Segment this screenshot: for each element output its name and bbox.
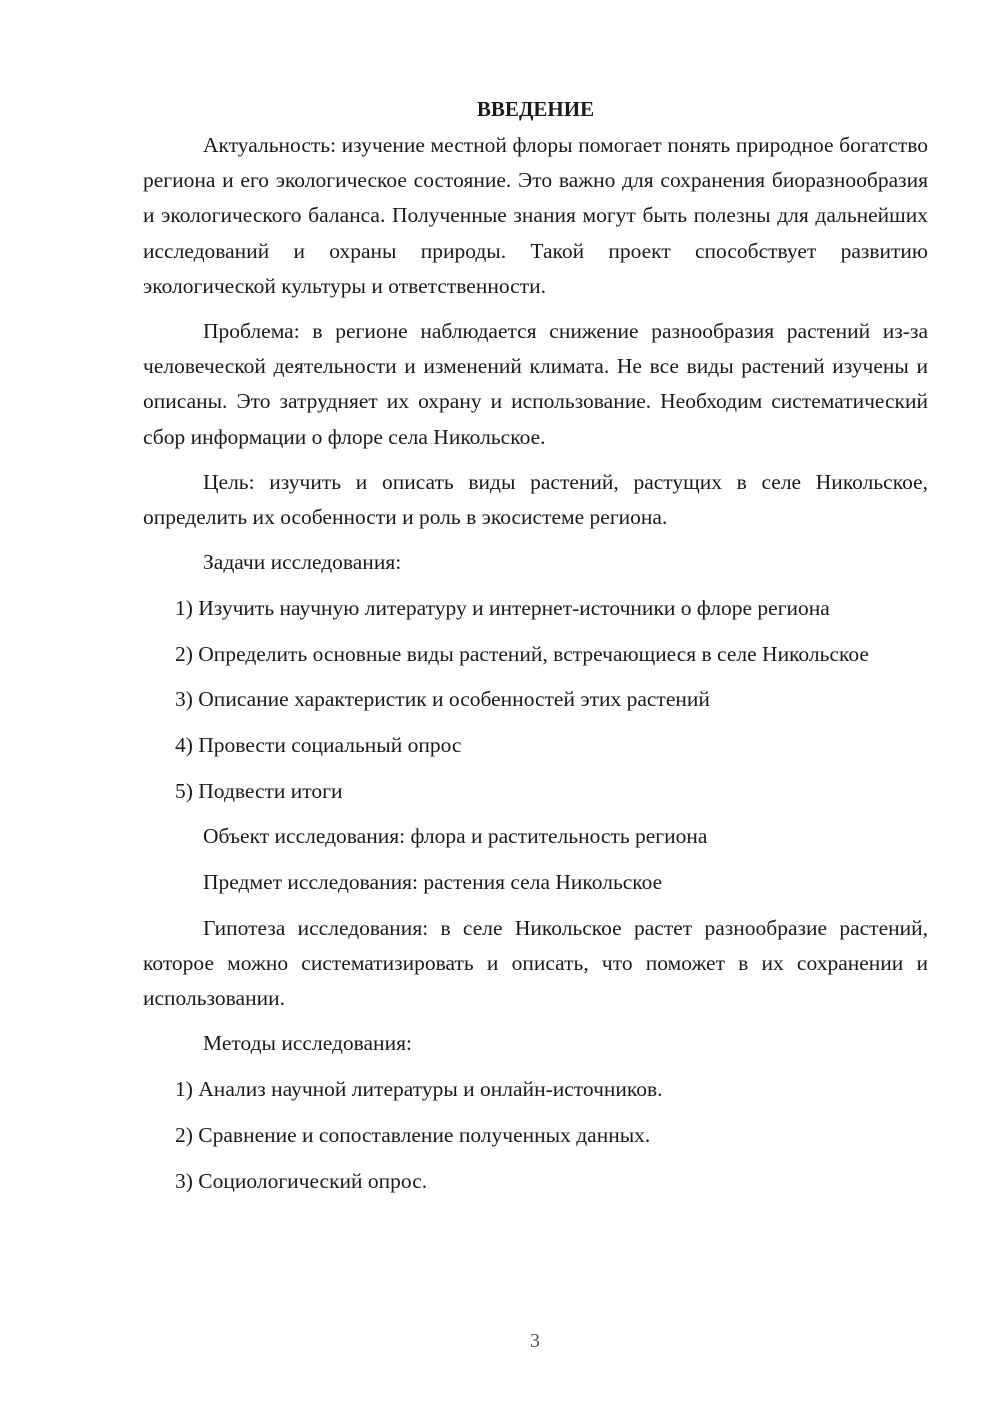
method-item-3: 3) Социологический опрос. (175, 1168, 428, 1193)
document-page (143, 92, 928, 1209)
goal-paragraph: Цель: изучить и описать виды растений, растущих в селе Никольское, определить их особенности и роль в экосистеме региона. (143, 469, 928, 530)
task-item-5: 5) Подвести итоги (175, 778, 343, 803)
problem-paragraph: Проблема: в регионе наблюдается снижение разнообразия растений из-за человеческой деятельности и изменений климата. Не все виды растений изучены и описаны. Это затрудняет их охрану и использование. Необходим систематический сбор информации о флоре села Никольское. (143, 319, 928, 449)
relevance-paragraph: Актуальность: изучение местной флоры помогает понять природное богатство региона и его экологическое состояние. Это важно для сохранения биоразнообразия и экологического баланса. Полученные знания могут быть полезны для дальнейших исследований и охраны природы. Такой проект способствует развитию экологической культуры и ответственности. (143, 133, 928, 298)
method-item-2: 2) Сравнение и сопоставление полученных данных. (175, 1122, 651, 1147)
methods-heading: Методы исследования: (203, 1031, 412, 1056)
task-item-2: 2) Определить основные виды растений, встречающиеся в селе Никольское (175, 641, 869, 666)
object-line: Объект исследования: флора и растительность региона (203, 824, 708, 849)
task-item-1: 1) Изучить научную литературу и интернет-источники о флоре региона (175, 595, 830, 620)
task-item-3: 3) Описание характеристик и особенностей этих растений (175, 687, 710, 712)
subject-line: Предмет исследования: растения села Никольское (203, 870, 663, 895)
page-number: 3 (530, 1330, 540, 1352)
section-title: ВВЕДЕНИЕ (476, 97, 595, 121)
tasks-heading: Задачи исследования: (203, 550, 402, 575)
hypothesis-paragraph: Гипотеза исследования: в селе Никольское растет разнообразие растений, которое можно систематизировать и описать, что поможет в их сохранении и использовании. (143, 915, 928, 1011)
method-item-1: 1) Анализ научной литературы и онлайн-источников. (175, 1077, 663, 1102)
task-item-4: 4) Провести социальный опрос (175, 733, 462, 758)
